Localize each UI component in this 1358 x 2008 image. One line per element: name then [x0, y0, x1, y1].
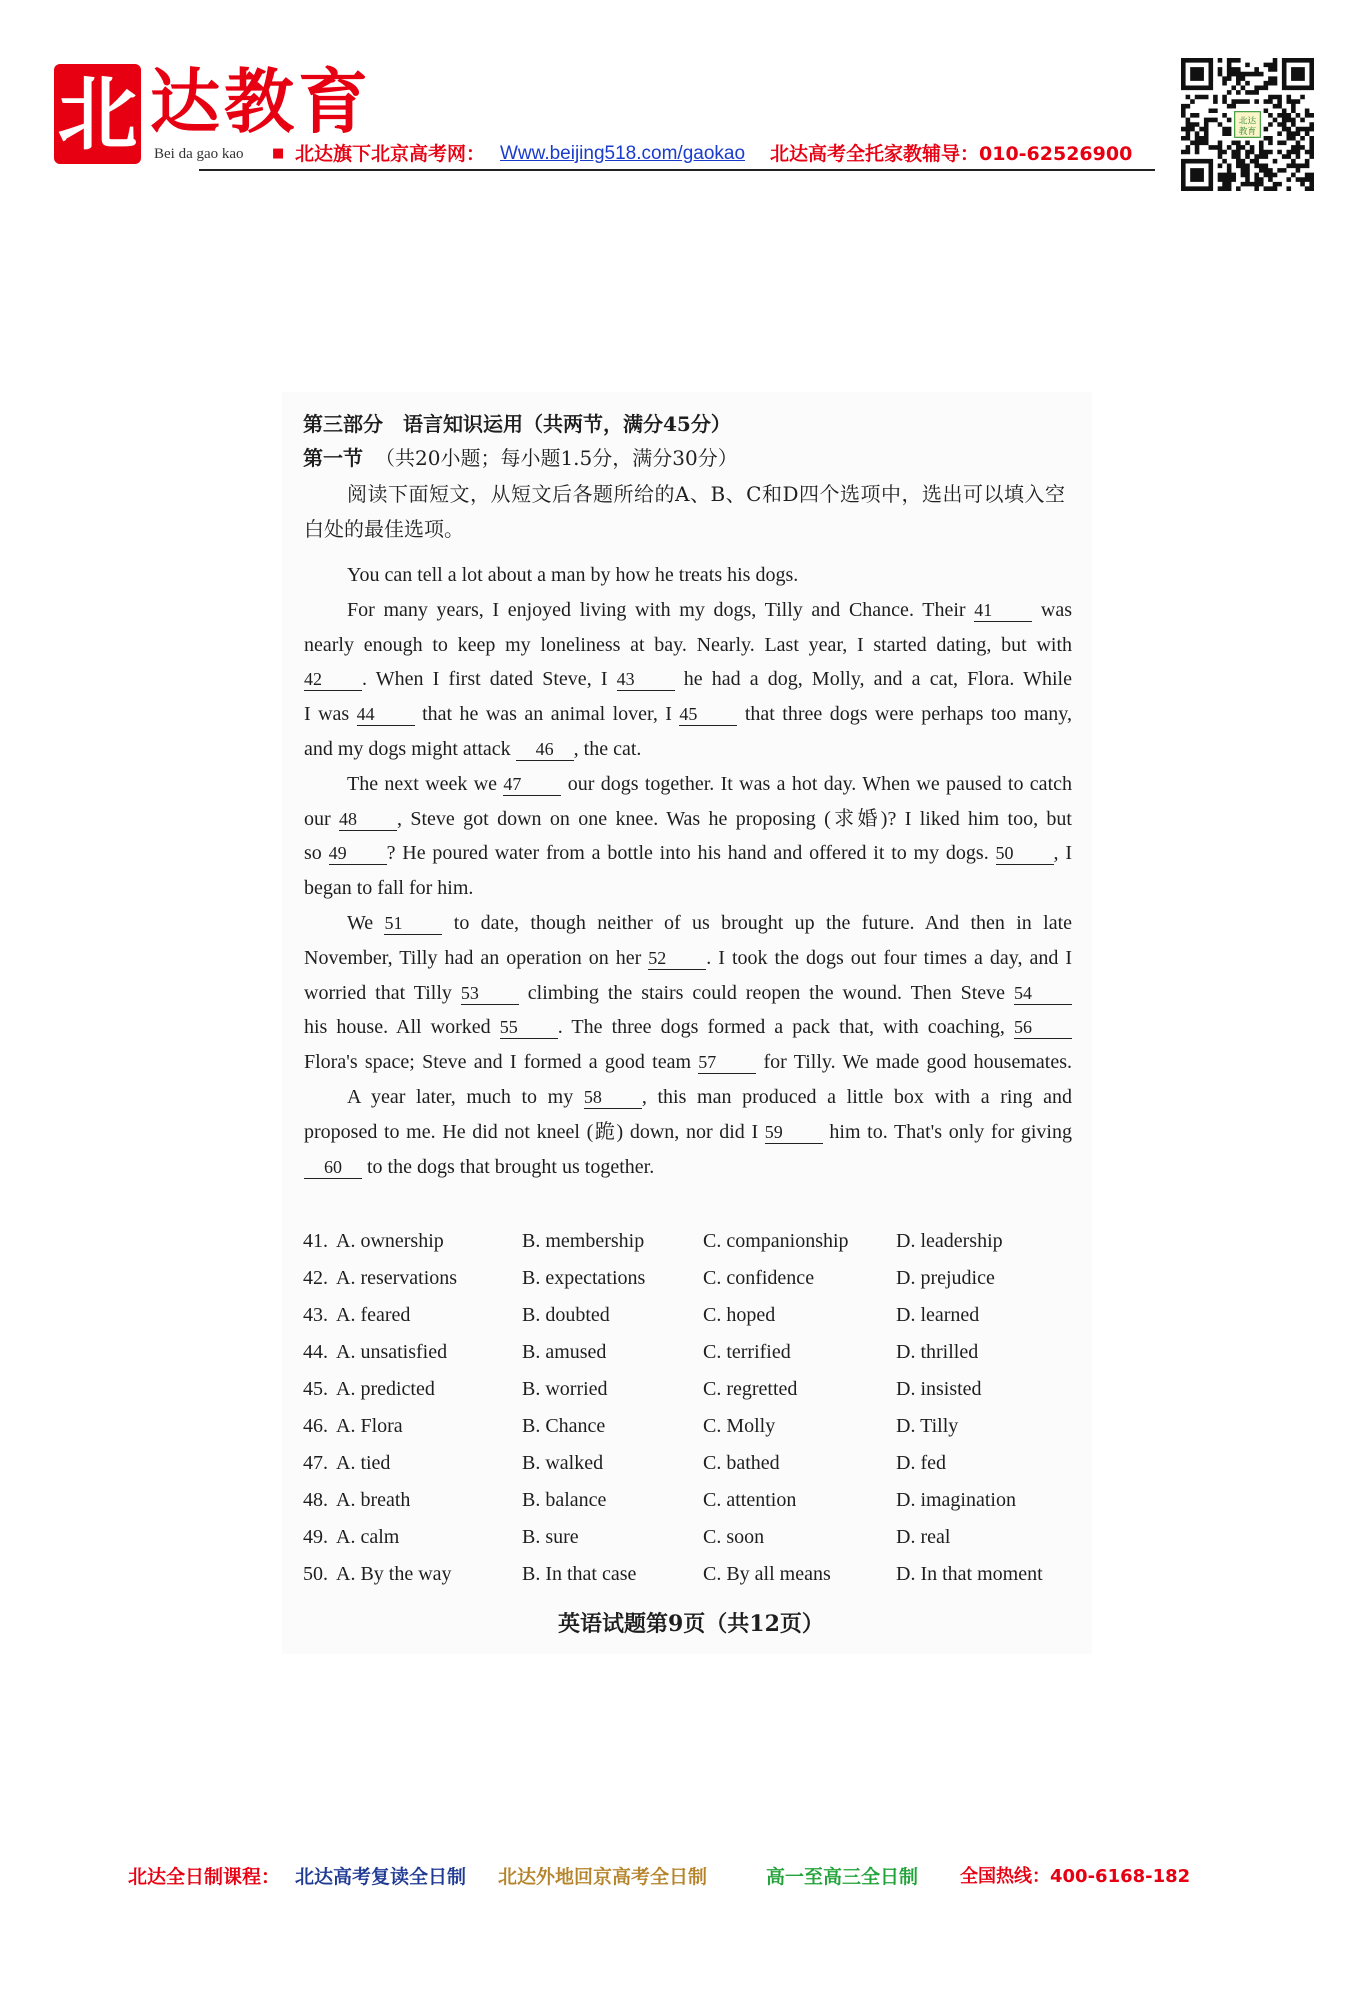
passage-text: began to fall for him.: [304, 877, 474, 900]
tutor-hotline: 北达高考全托家教辅导：010-62526900: [770, 143, 1133, 165]
option-c: C. By all means: [703, 1563, 831, 1585]
part-title: [303, 411, 731, 437]
option-b: B. worried: [522, 1378, 608, 1400]
option-d: D. real: [896, 1526, 951, 1548]
option-b: B. balance: [522, 1489, 607, 1511]
footer-course-2: 北达外地回京高考全日制: [498, 1866, 708, 1888]
passage-line: [304, 701, 1072, 727]
passage-text: The next week we: [347, 772, 504, 795]
option-a: A. unsatisfied: [336, 1341, 448, 1363]
option-a: A. reservations: [336, 1267, 458, 1289]
passage-text: You can tell a lot about a man by how he treats his dogs.: [347, 564, 799, 586]
bullet-icon: ■: [272, 146, 285, 161]
passage-line: [304, 980, 1072, 1006]
option-b: B. expectations: [522, 1267, 646, 1289]
blank-53: 53: [461, 983, 519, 1005]
logo-mark: [54, 64, 141, 164]
blank-50: 50: [996, 843, 1054, 865]
question-number: 45.: [303, 1378, 328, 1400]
qr-center-text-2: 教育: [1238, 127, 1257, 138]
question-row: [0, 1561, 1100, 1587]
passage-line: [304, 1154, 1072, 1180]
question-number: 46.: [303, 1415, 328, 1437]
blank-55: 55: [500, 1017, 558, 1039]
question-row: [0, 1487, 1100, 1513]
option-a: A. feared: [336, 1304, 411, 1326]
option-c: C. confidence: [703, 1267, 815, 1289]
option-a: A. ownership: [336, 1230, 444, 1252]
option-a: A. Flora: [336, 1415, 403, 1437]
blank-41: 41: [974, 600, 1032, 622]
passage-text: our: [304, 807, 340, 830]
option-c: C. companionship: [703, 1230, 849, 1252]
question-row: [0, 1265, 1100, 1291]
question-row: [0, 1376, 1100, 1402]
passage-text: his house. All worked: [304, 1016, 500, 1039]
option-d: D. prejudice: [896, 1267, 995, 1289]
passage-line: [304, 1119, 1072, 1145]
passage-text: that he was an animal lover, I: [414, 703, 680, 726]
blank-43: 43: [617, 669, 675, 691]
passage-text: him to. That's only for giving: [822, 1120, 1072, 1143]
site-url-link[interactable]: Www.beijing518.com/gaokao: [500, 143, 746, 164]
option-b: B. Chance: [522, 1415, 606, 1437]
passage-line: [347, 910, 1072, 936]
passage-text: November, Tilly had an operation on her: [304, 946, 649, 969]
brand-name: 达教育: [150, 60, 372, 143]
blank-59: 59: [765, 1122, 823, 1144]
blank-45: 45: [679, 704, 737, 726]
passage-line: [347, 562, 1072, 588]
passage-text: our dogs together. It was a hot day. When we paused to catch: [561, 772, 1072, 795]
option-a: A. calm: [336, 1526, 400, 1548]
passage-text: . I took the dogs out four times a day, and I: [706, 946, 1072, 969]
passage-line: [304, 806, 1072, 832]
question-number: 48.: [303, 1489, 328, 1511]
passage-line: [304, 666, 1072, 692]
passage-line: [304, 945, 1072, 971]
passage-text: to the dogs that brought us together.: [362, 1155, 655, 1178]
question-number: 50.: [303, 1563, 328, 1585]
passage-text: for Tilly. We made good housemates.: [756, 1051, 1072, 1074]
passage-text: , this man produced a little box with a ring and: [641, 1086, 1072, 1108]
question-number: 47.: [303, 1452, 328, 1474]
passage-text: , Steve got down on one knee. Was he proposing (求婚)? I liked him too, but: [397, 807, 1072, 830]
passage-line: [304, 736, 1072, 762]
question-number: 49.: [303, 1526, 328, 1548]
option-d: D. fed: [896, 1452, 946, 1474]
page-number: 英语试题第9页（共12页）: [558, 1611, 824, 1637]
passage-text: We: [347, 912, 385, 934]
part-label: 第三部分: [303, 412, 383, 436]
passage-text: For many years, I enjoyed living with my dogs, Tilly and Chance. Their: [347, 598, 975, 621]
passage-line: [304, 632, 1072, 658]
option-b: B. sure: [522, 1526, 579, 1548]
passage-text: Flora's space; Steve and I formed a good team: [304, 1051, 699, 1074]
option-b: B. walked: [522, 1452, 604, 1474]
passage-text: , the cat.: [573, 738, 642, 760]
passage-text: so: [304, 842, 329, 865]
footer-course-3: 高一至高三全日制: [766, 1866, 919, 1888]
section-title: [303, 445, 738, 471]
passage-text: A year later, much to my: [347, 1086, 584, 1108]
passage-text: proposed to me. He did not kneel (跪) down, nor did I: [304, 1120, 765, 1143]
option-d: D. leadership: [896, 1230, 1003, 1252]
qr-center-text-1: 北达: [1238, 116, 1257, 127]
question-row: [0, 1413, 1100, 1439]
option-c: C. attention: [703, 1489, 797, 1511]
option-b: B. amused: [522, 1341, 607, 1363]
question-row: [0, 1339, 1100, 1365]
blank-49: 49: [329, 843, 387, 865]
passage-text: . When I first dated Steve, I: [362, 668, 617, 691]
passage-line: [304, 1049, 1072, 1075]
question-number: 44.: [303, 1341, 328, 1363]
option-c: C. terrified: [703, 1341, 791, 1363]
option-d: D. thrilled: [896, 1341, 979, 1363]
blank-58: 58: [584, 1087, 642, 1109]
logo-char: 北: [57, 67, 138, 161]
passage-line: [347, 1084, 1072, 1110]
blank-52: 52: [648, 948, 706, 970]
blank-56: 56: [1014, 1017, 1072, 1039]
option-a: A. By the way: [336, 1563, 452, 1585]
instruction-line-1: 阅读下面短文，从短文后各题所给的A、B、C和D四个选项中，选出可以填入空: [347, 482, 1065, 506]
option-d: D. imagination: [896, 1489, 1016, 1511]
question-row: [0, 1524, 1100, 1550]
passage-text: and my dogs might attack: [304, 738, 516, 760]
site-label: 北达旗下北京高考网：: [295, 143, 486, 165]
part-name: 语言知识运用（共两节，满分45分）: [403, 412, 731, 436]
footer-courses-label: 北达全日制课程：: [128, 1866, 281, 1888]
option-c: C. soon: [703, 1526, 765, 1548]
option-a: A. predicted: [336, 1378, 435, 1400]
option-c: C. Molly: [703, 1415, 776, 1437]
passage-line: [304, 840, 1072, 866]
brand-pinyin: Bei da gao kao: [154, 146, 244, 162]
passage-line: [304, 1014, 1072, 1040]
blank-47: 47: [503, 774, 561, 796]
footer-hotline: 全国热线：400-6168-182: [960, 1866, 1191, 1887]
question-row: [0, 1228, 1100, 1254]
option-b: B. doubted: [522, 1304, 610, 1326]
passage-text: climbing the stairs could reopen the wound. Then Steve: [518, 981, 1014, 1004]
option-a: A. tied: [336, 1452, 391, 1474]
question-row: [0, 1450, 1100, 1476]
question-number: 41.: [303, 1230, 328, 1252]
option-a: A. breath: [336, 1489, 411, 1511]
passage-text: worried that Tilly: [304, 981, 461, 1004]
option-b: B. membership: [522, 1230, 645, 1252]
option-d: D. insisted: [896, 1378, 982, 1400]
passage-text: to date, though neither of us brought up the future. And then in late: [442, 912, 1073, 934]
blank-60: 60: [304, 1157, 362, 1179]
blank-51: 51: [384, 913, 442, 935]
option-d: D. learned: [896, 1304, 980, 1326]
header-divider: [199, 169, 1155, 171]
passage-text: he had a dog, Molly, and a cat, Flora. While: [674, 668, 1072, 691]
blank-54: 54: [1014, 983, 1072, 1005]
question-number: 43.: [303, 1304, 328, 1326]
instruction-line-2: 白处的最佳选项。: [304, 517, 464, 541]
passage-text: . The three dogs formed a pack that, with coaching,: [557, 1016, 1015, 1039]
passage-line: [304, 875, 1072, 901]
option-c: C. regretted: [703, 1378, 798, 1400]
footer-course-1: 北达高考复读全日制: [295, 1866, 467, 1888]
blank-42: 42: [304, 669, 362, 691]
blank-44: 44: [357, 704, 415, 726]
passage-text: , I: [1053, 842, 1072, 865]
qr-code: [1181, 58, 1314, 191]
blank-48: 48: [339, 809, 397, 831]
passage-text: was: [1032, 598, 1072, 621]
section-label: 第一节: [303, 446, 363, 470]
passage-text: that three dogs were perhaps too many,: [737, 703, 1073, 726]
passage-line: [347, 597, 1072, 623]
blank-57: 57: [698, 1052, 756, 1074]
passage-line: [347, 771, 1072, 797]
passage-text: nearly enough to keep my loneliness at bay. Nearly. Last year, I started dating, but with: [304, 633, 1072, 656]
option-d: D. In that moment: [896, 1563, 1043, 1585]
question-number: 42.: [303, 1267, 328, 1289]
question-row: [0, 1302, 1100, 1328]
section-note: （共20小题；每小题1.5分，满分30分）: [375, 446, 738, 470]
option-d: D. Tilly: [896, 1415, 959, 1437]
option-b: B. In that case: [522, 1563, 637, 1585]
passage-text: ? He poured water from a bottle into his hand and offered it to my dogs.: [386, 842, 996, 865]
option-c: C. hoped: [703, 1304, 776, 1326]
option-c: C. bathed: [703, 1452, 780, 1474]
passage-text: I was: [304, 703, 357, 726]
blank-46: 46: [516, 739, 574, 761]
